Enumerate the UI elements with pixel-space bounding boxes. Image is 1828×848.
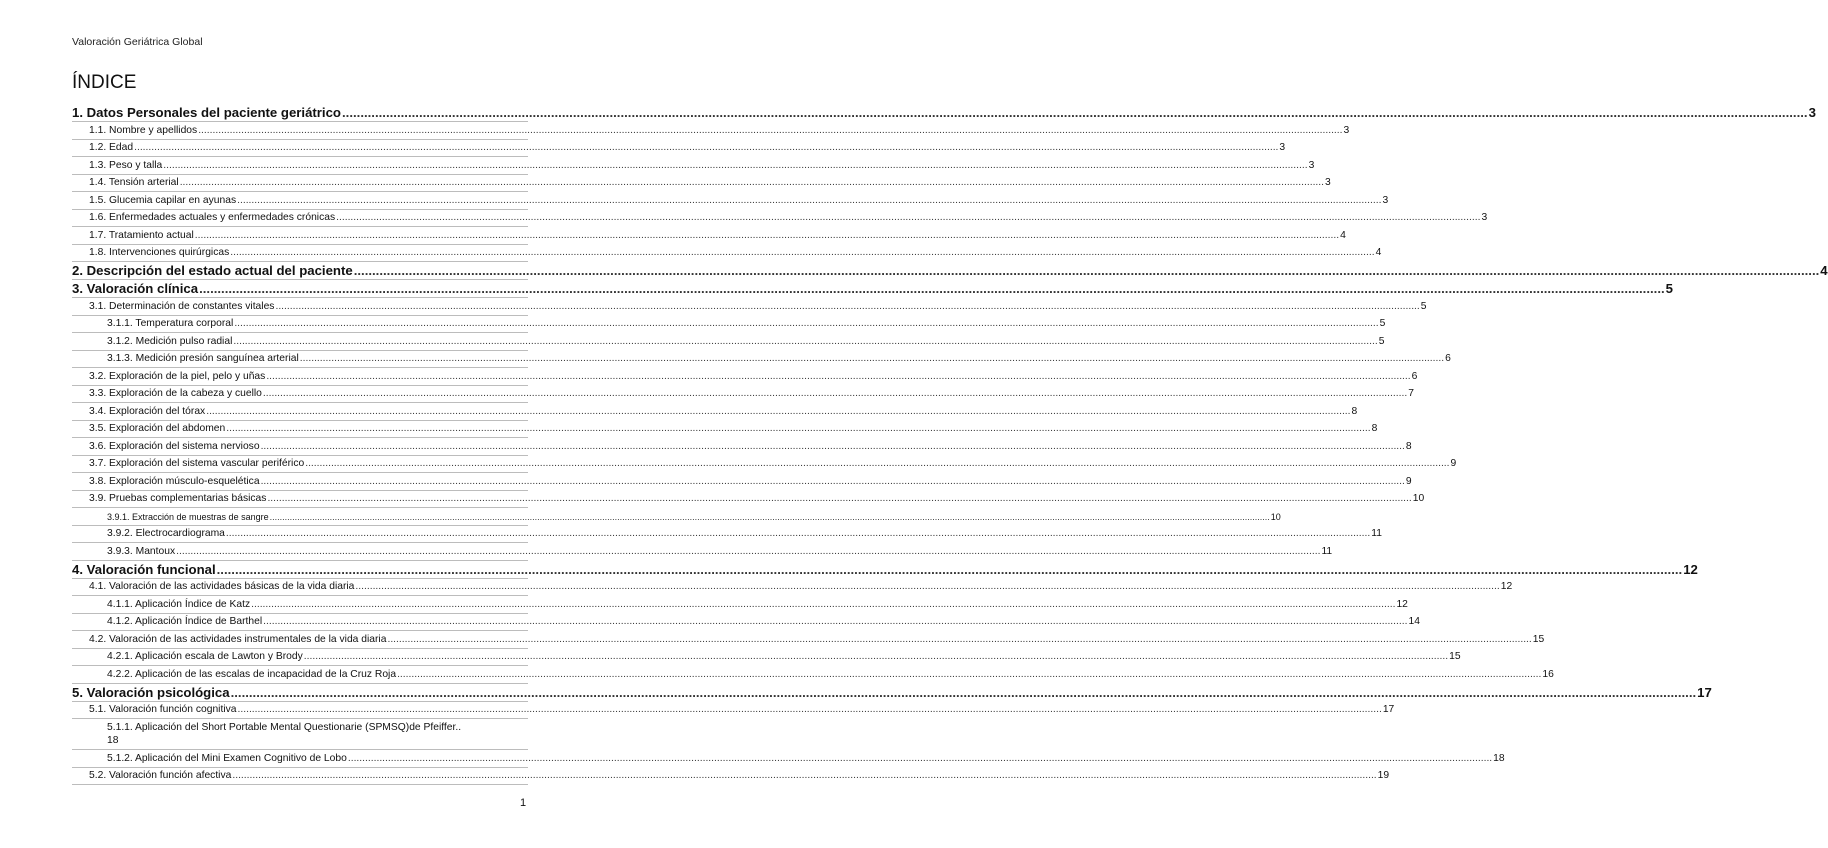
dot-leader: ................................................................................................................................................................................................................................................................................................................................................................................................................ (194, 229, 1340, 241)
toc-entry-page: 3 (1325, 177, 1331, 188)
dot-leader: ................................................................................................................................................................................................................................................................................................................................................................................................................ (251, 598, 1396, 610)
dot-leader: ................................................................................................................................................................................................................................................................................................................................................................................................................ (237, 194, 1382, 206)
toc-entry[interactable] (72, 526, 1382, 544)
toc-entry-page: 8 (1371, 423, 1378, 434)
toc-entry[interactable] (72, 508, 1281, 526)
toc-entry[interactable] (72, 768, 1390, 786)
dot-leader: ................................................................................................................................................................................................................................................................................................................................................................................................................ (305, 458, 1450, 469)
toc-entry[interactable] (72, 227, 1346, 245)
toc-entry-page: 17 (1697, 684, 1712, 700)
toc-entry-page: 3 (1308, 159, 1315, 171)
dot-leader: ................................................................................................................................................................................................................................................................................................................................................................................................................ (266, 370, 1411, 382)
toc-entry[interactable] (72, 333, 1385, 351)
dot-leader: ................................................................................................................................................................................................................................................................................................................................................................................................................ (199, 281, 1665, 296)
dot-leader: ................................................................................................................................................................................................................................................................................................................................................................................................................ (216, 561, 1683, 577)
toc-entry-label: 3.2. Exploración de la piel, pelo y uñas (89, 370, 266, 382)
toc-entry-label: 1.8. Intervenciones quirúrgicas (89, 247, 230, 258)
dot-leader: ................................................................................................................................................................................................................................................................................................................................................................................................................ (237, 704, 1382, 715)
toc-entry-label: 3.8. Exploración músculo-esquelética (89, 475, 260, 487)
dot-leader: ................................................................................................................................................................................................................................................................................................................................................................................................................ (260, 440, 1405, 452)
dot-leader: ................................................................................................................................................................................................................................................................................................................................................................................................................ (233, 335, 1378, 347)
toc-entry-label: 5. Valoración psicológica (72, 684, 230, 700)
dot-leader: ................................................................................................................................................................................................................................................................................................................................................................................................................ (163, 159, 1308, 171)
toc-entry[interactable] (72, 614, 1420, 632)
toc-entry-label: 2. Descripción del estado actual del paciente (72, 263, 353, 278)
dot-leader: ................................................................................................................................................................................................................................................................................................................................................................................................................ (226, 423, 1371, 434)
toc-entry-label: 3.1. Determinación de constantes vitales (89, 300, 275, 312)
toc-entry-page: 3 (1343, 124, 1350, 136)
toc-entry-label: 4.1. Valoración de las actividades básicas de la vida diaria (89, 581, 355, 592)
toc-entry-page: 6 (1411, 370, 1418, 382)
toc-entry-label: 3. Valoración clínica (72, 281, 199, 296)
toc-entry[interactable] (72, 298, 1427, 316)
toc-entry-page: 10 (1270, 511, 1281, 522)
dot-leader: ................................................................................................................................................................................................................................................................................................................................................................................................................ (179, 177, 1325, 188)
dot-leader: ................................................................................................................................................................................................................................................................................................................................................................................................................ (262, 388, 1408, 399)
toc-entry-label: 3.7. Exploración del sistema vascular periférico (89, 458, 305, 469)
dot-leader: ................................................................................................................................................................................................................................................................................................................................................................................................................ (303, 651, 1449, 662)
toc-entry-page: 3 (1279, 142, 1286, 153)
toc-entry[interactable] (72, 157, 1315, 175)
toc-entry[interactable] (72, 438, 1412, 456)
dot-leader: ................................................................................................................................................................................................................................................................................................................................................................................................................ (198, 124, 1343, 136)
toc-entry-page: 5 (1378, 335, 1385, 347)
dot-leader: ................................................................................................................................................................................................................................................................................................................................................................................................................ (225, 528, 1371, 539)
toc-entry-page: 18 (107, 735, 119, 746)
toc-entry-page: 11 (1371, 528, 1382, 539)
toc-entry-label: 3.5. Exploración del abdomen (89, 423, 226, 434)
toc-entry[interactable] (72, 561, 1698, 579)
dot-leader: ................................................................................................................................................................................................................................................................................................................................................................................................................ (347, 752, 1493, 764)
toc-entry[interactable] (72, 596, 1408, 614)
toc-entry-label: 3.1.2. Medición pulso radial (107, 335, 233, 347)
dot-leader: ................................................................................................................................................................................................................................................................................................................................................................................................................ (230, 247, 1375, 258)
toc-entry[interactable] (72, 175, 1331, 193)
toc-entry[interactable] (72, 579, 1513, 597)
toc-entry-page: 4 (1820, 263, 1828, 278)
toc-entry-label: 4.2. Valoración de las actividades instrumentales de la vida diaria (89, 633, 387, 645)
toc-entry[interactable] (72, 666, 1554, 684)
toc-entry-page: 11 (1321, 545, 1333, 557)
toc-entry-page: 19 (1377, 770, 1390, 781)
toc-entry-label: 1.5. Glucemia capilar en ayunas (89, 194, 237, 206)
running-header: Valoración Geriátrica Global (72, 36, 203, 48)
toc-entry-page: 9 (1450, 458, 1457, 469)
toc-entry[interactable] (72, 421, 1378, 439)
toc-entry[interactable] (72, 719, 528, 750)
page-number: 1 (520, 797, 527, 809)
toc-entry-page: 7 (1408, 388, 1414, 399)
toc-entry[interactable] (72, 491, 1425, 509)
toc-entry[interactable] (72, 403, 1358, 421)
toc-entry[interactable] (72, 210, 1488, 228)
toc-entry-label: 3.9.2. Electrocardiograma (107, 528, 225, 539)
toc-entry-label: 3.1.3. Medición presión sanguínea arterial (107, 353, 299, 364)
dot-leader: ................................................................................................................................................................................................................................................................................................................................................................................................................ (232, 770, 1377, 781)
toc-entry[interactable] (72, 104, 1816, 122)
toc-entry-page: 12 (1396, 598, 1408, 610)
toc-entry-page: 12 (1500, 581, 1513, 592)
toc-entry-page: 9 (1405, 475, 1412, 487)
toc-entry-label: 4.2.2. Aplicación de las escalas de incapacidad de la Cruz Roja (107, 668, 397, 680)
toc-entry-page: 10 (1412, 493, 1425, 504)
toc-entry-page: 18 (1493, 752, 1505, 764)
toc-entry-page: 4 (1340, 229, 1346, 241)
toc-entry-label: 1.6. Enfermedades actuales y enfermedades crónicas (89, 212, 336, 223)
toc-entry-label: 3.1.1. Temperatura corporal (107, 318, 234, 329)
toc-entry-page: 6 (1445, 353, 1451, 364)
toc-entry-page: 17 (1382, 704, 1395, 715)
dot-leader: ................................................................................................................................................................................................................................................................................................................................................................................................................ (263, 616, 1408, 627)
index-title: ÍNDICE (72, 72, 137, 93)
dot-leader: ................................................................................................................................................................................................................................................................................................................................................................................................................ (275, 300, 1420, 312)
toc-entry-page: 8 (1405, 440, 1412, 452)
toc-entry[interactable] (72, 684, 1712, 702)
dot-leader: ................................................................................................................................................................................................................................................................................................................................................................................................................ (387, 633, 1532, 645)
toc-entry-label: 1.2. Edad (89, 142, 134, 153)
toc-entry-label: 1.7. Tratamiento actual (89, 229, 194, 241)
toc-entry-page: 3 (1808, 105, 1816, 120)
table-of-contents (72, 104, 1828, 785)
toc-entry-page: 8 (1351, 405, 1358, 417)
toc-entry-label: 4.1.1. Aplicación Índice de Katz (107, 598, 251, 610)
toc-entry-page: 14 (1408, 616, 1420, 627)
dot-leader: ................................................................................................................................................................................................................................................................................................................................................................................................................ (234, 318, 1379, 329)
toc-entry[interactable] (72, 316, 1386, 334)
toc-entry[interactable] (72, 543, 1333, 561)
toc-entry[interactable] (72, 192, 1389, 210)
dot-leader: ................................................................................................................................................................................................................................................................................................................................................................................................................ (206, 405, 1351, 417)
toc-entry-label: 4.2.1. Aplicación escala de Lawton y Brody (107, 651, 303, 662)
dot-leader: ................................................................................................................................................................................................................................................................................................................................................................................................................ (269, 511, 1270, 522)
toc-entry-page: 15 (1532, 633, 1545, 645)
toc-entry[interactable] (72, 351, 1451, 369)
toc-entry[interactable] (72, 456, 1457, 474)
toc-entry-label: 5.1. Valoración función cognitiva (89, 704, 237, 715)
dot-leader: ................................................................................................................................................................................................................................................................................................................................................................................................................ (134, 142, 1279, 153)
dot-leader: ................................................................................................................................................................................................................................................................................................................................................................................................................ (299, 353, 1445, 364)
toc-entry[interactable] (72, 245, 1382, 263)
toc-entry-label: 1.3. Peso y talla (89, 159, 163, 171)
toc-entry-page: 16 (1542, 668, 1554, 680)
toc-entry-page: 12 (1683, 561, 1698, 577)
toc-entry-label: 1. Datos Personales del paciente geriátrico (72, 105, 341, 120)
toc-entry-page: 3 (1382, 194, 1389, 206)
toc-entry[interactable] (72, 140, 1286, 158)
toc-entry-label: 1.1. Nombre y apellidos (89, 124, 198, 136)
toc-entry[interactable] (72, 631, 1545, 649)
dot-leader: ................................................................................................................................................................................................................................................................................................................................................................................................................ (230, 684, 1697, 700)
toc-entry[interactable] (72, 368, 1418, 386)
toc-entry-label: 5.2. Valoración función afectiva (89, 770, 232, 781)
toc-entry-label: 3.9. Pruebas complementarias básicas (89, 493, 267, 504)
dot-leader: ................................................................................................................................................................................................................................................................................................................................................................................................................ (353, 263, 1820, 278)
toc-entry-label: 3.9.1. Extracción de muestras de sangre (107, 511, 269, 522)
toc-entry[interactable] (72, 386, 1414, 404)
toc-entry[interactable] (72, 649, 1461, 667)
toc-entry-label: 3.4. Exploración del tórax (89, 405, 206, 417)
toc-entry[interactable] (72, 702, 1395, 720)
toc-entry[interactable] (72, 750, 1505, 768)
dot-leader: ................................................................................................................................................................................................................................................................................................................................................................................................................ (267, 493, 1412, 504)
toc-entry-label: 4. Valoración funcional (72, 561, 216, 577)
toc-entry[interactable] (72, 280, 1673, 298)
dot-leader: ................................................................................................................................................................................................................................................................................................................................................................................................................ (342, 105, 1808, 120)
toc-entry[interactable] (72, 122, 1350, 140)
dot-leader: ................................................................................................................................................................................................................................................................................................................................................................................................................ (336, 212, 1481, 223)
toc-entry-label: 5.1.2. Aplicación del Mini Examen Cognitivo de Lobo (107, 752, 347, 764)
toc-entry-page: 5 (1420, 300, 1427, 312)
dot-leader: ................................................................................................................................................................................................................................................................................................................................................................................................................ (355, 581, 1500, 592)
toc-entry-page: 5 (1379, 318, 1386, 329)
toc-entry-label: 4.1.2. Aplicación Índice de Barthel (107, 616, 263, 627)
toc-entry-page: 5 (1665, 281, 1673, 296)
dot-leader: ................................................................................................................................................................................................................................................................................................................................................................................................................ (397, 668, 1542, 680)
toc-entry-label: 3.9.3. Mantoux (107, 545, 176, 557)
toc-entry-page: 15 (1449, 651, 1461, 662)
toc-entry-page: 3 (1481, 212, 1488, 223)
toc-entry-label: 5.1.1. Aplicación del Short Portable Mental Questionarie (SPMSQ)de Pfeiffer.. (107, 722, 462, 733)
toc-entry-page: 4 (1375, 247, 1382, 258)
toc-entry-label: 3.3. Exploración de la cabeza y cuello (89, 388, 262, 399)
dot-leader: ................................................................................................................................................................................................................................................................................................................................................................................................................ (260, 475, 1405, 487)
toc-entry[interactable] (72, 262, 1828, 280)
dot-leader: ................................................................................................................................................................................................................................................................................................................................................................................................................ (176, 545, 1321, 557)
toc-entry-label: 1.4. Tensión arterial (89, 177, 179, 188)
toc-entry-label: 3.6. Exploración del sistema nervioso (89, 440, 260, 452)
toc-entry[interactable] (72, 473, 1412, 491)
